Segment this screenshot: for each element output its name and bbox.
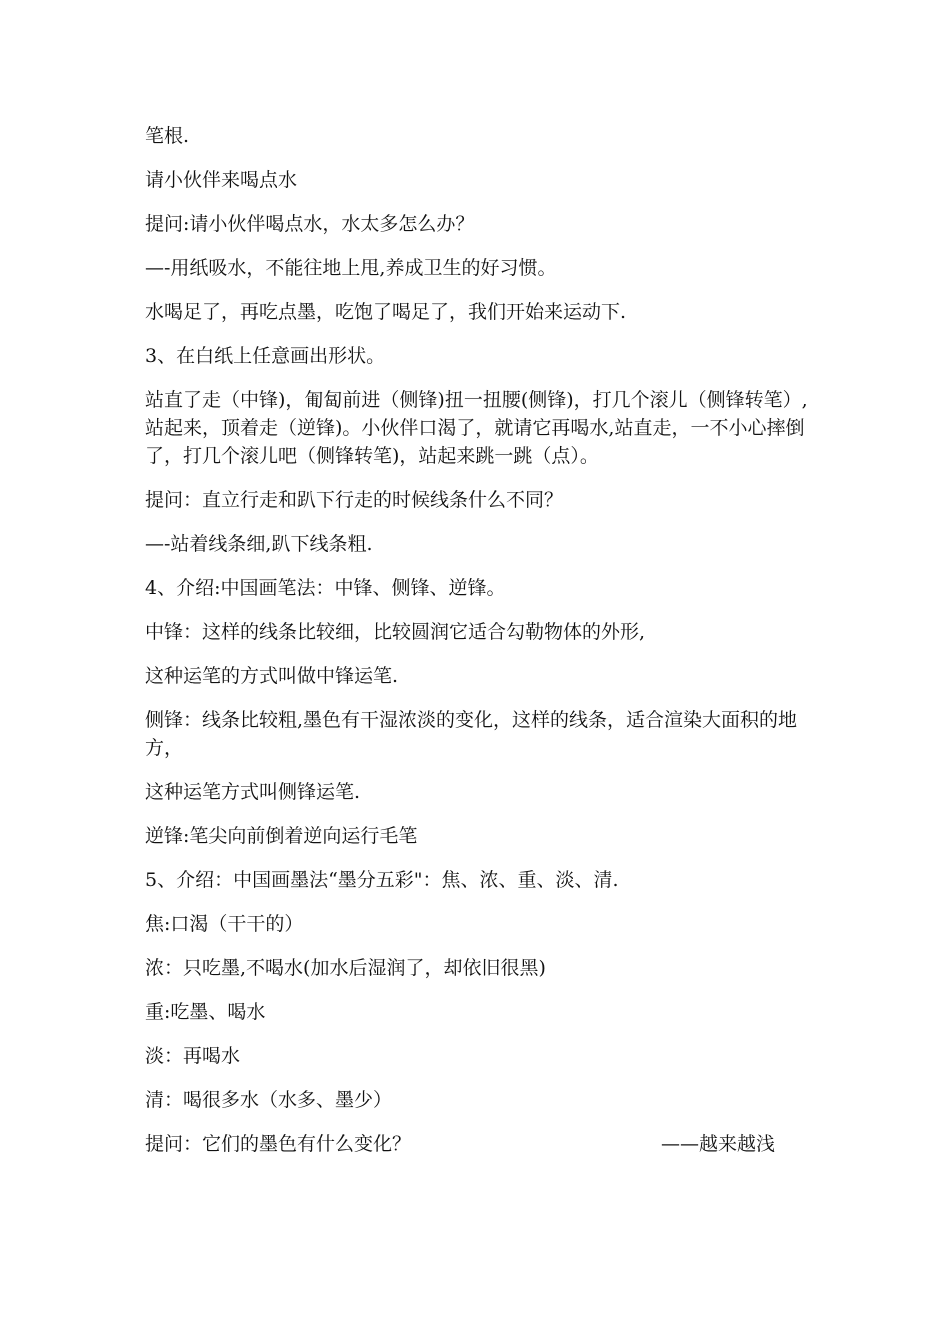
paragraph-12: 这种运笔的方式叫做中锋运笔. [145, 665, 399, 687]
document-body [145, 122, 810, 1158]
paragraph-8: 提问：直立行走和趴下行走的时候线条什么不同？ [145, 489, 564, 511]
paragraph-5: 水喝足了，再吃点墨，吃饱了喝足了，我们开始来运动下. [145, 301, 627, 323]
paragraph-9: —-站着线条细,趴下线条粗. [145, 533, 373, 555]
paragraph-11: 中锋：这样的线条比较细，比较圆润它适合勾勒物体的外形, [145, 621, 646, 643]
paragraph-15: 逆锋:笔尖向前倒着逆向运行毛笔 [145, 825, 418, 847]
paragraph-17: 焦:口渴（干干的） [145, 913, 304, 935]
paragraph-10: 4、介绍:中国画笔法：中锋、侧锋、逆锋。 [145, 577, 506, 599]
paragraph-1: 笔根. [145, 125, 190, 147]
paragraph-7: 站直了走（中锋)，匍匐前进（侧锋)扭一扭腰(侧锋)，打几个滚儿（侧锋转笔）,站起来，顶着走（逆锋)。小伙伴口渴了，就请它再喝水,站直走，一不小心摔倒了，打几个滚儿吧（侧锋转笔)，站起来跳一跳（点）。 [145, 389, 808, 467]
paragraph-4: —-用纸吸水，不能往地上甩,养成卫生的好习惯。 [145, 257, 557, 279]
question-text: 提问：它们的墨色有什么变化？ [145, 1133, 412, 1155]
paragraph-21: 清：喝很多水（水多、墨少） [145, 1089, 393, 1111]
paragraph-6: 3、在白纸上任意画出形状。 [145, 345, 386, 367]
paragraph-18: 浓：只吃墨,不喝水(加水后湿润了，却依旧很黑) [145, 957, 546, 979]
paragraph-3: 提问:请小伙伴喝点水，水太多怎么办？ [145, 213, 475, 235]
paragraph-19: 重:吃墨、喝水 [145, 1001, 266, 1023]
paragraph-20: 淡：再喝水 [145, 1045, 241, 1067]
question-answer-line [145, 1130, 775, 1158]
paragraph-14: 这种运笔方式叫侧锋运笔. [145, 781, 361, 803]
answer-text: ——越来越浅 [660, 1133, 775, 1155]
paragraph-16: 5、介绍：中国画墨法“墨分五彩"：焦、浓、重、淡、清. [145, 869, 619, 891]
paragraph-2: 请小伙伴来喝点水 [145, 169, 298, 191]
paragraph-13: 侧锋：线条比较粗,墨色有干湿浓淡的变化，这样的线条，适合渲染大面积的地方， [145, 709, 798, 759]
